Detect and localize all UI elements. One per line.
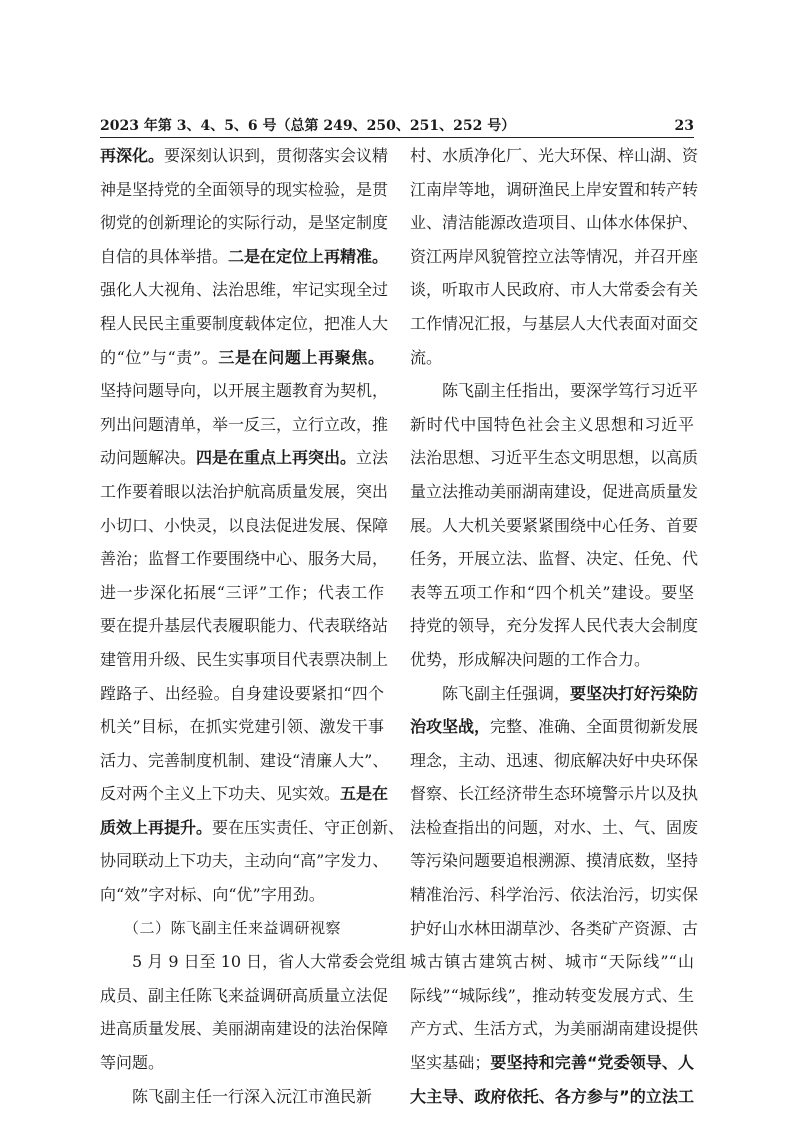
- text-run: 向“效”字对标、向“优”字用劲。: [100, 885, 325, 905]
- text-run: 优势，形成解决问题的工作合力。: [410, 649, 651, 669]
- text-line: [100, 811, 405, 845]
- text-line: [410, 475, 699, 509]
- text-line: [410, 341, 694, 375]
- text-line: [410, 811, 699, 845]
- text-run: 城古镇古建筑古树、城市“天际线”“山: [410, 952, 694, 972]
- text-line: [100, 307, 389, 341]
- text-line: [100, 777, 389, 811]
- text-run: 展。人大机关要紧紧围绕中心任务、首要: [410, 515, 699, 535]
- text-run: 自信的具体举措。: [100, 246, 229, 266]
- text-run: 活力、完善制度机制、建设“清廉人大”、: [100, 750, 389, 770]
- text-line: [100, 206, 389, 240]
- text-line: [410, 542, 699, 576]
- text-run: 机关”目标，在抓实党建引领、激发干事: [100, 717, 384, 737]
- text-run: 程人民民主重要制度载体定位，把准人大: [100, 313, 389, 333]
- bold-phrase: 四是在重点上再突出。: [196, 448, 357, 468]
- text-line: [100, 1046, 384, 1080]
- right-column: [410, 139, 699, 1113]
- text-line: [100, 576, 384, 610]
- text-run: 坚持问题导向，以开展主题教育为契机，: [100, 381, 389, 401]
- text-line: [100, 341, 384, 375]
- text-run: 坚实基础；: [410, 1053, 491, 1073]
- text-line: [410, 408, 694, 442]
- text-run: 蹚路子、出经验。自身建设要紧扣“四个: [100, 683, 384, 703]
- text-run: 反对两个主义上下功夫、见实效。: [100, 784, 341, 804]
- text-line: [410, 979, 694, 1013]
- bold-phrase: 要坚决打好污染防: [570, 683, 699, 703]
- text-run: 要在压实责任、守正创新、: [212, 817, 405, 837]
- text-run: 彻党的创新理论的实际行动，是坚定制度: [100, 213, 389, 233]
- text-run: 的“位”与“责”。: [100, 347, 219, 367]
- text-run: 动问题解决。: [100, 448, 197, 468]
- text-line: [100, 408, 389, 442]
- text-run: 列出问题清单，举一反三，立行立改，推: [100, 414, 389, 434]
- bold-phrase: 治攻坚战，: [410, 717, 491, 737]
- text-run: 5 月 9 日至 10 日，省人大常委会党组: [132, 952, 407, 972]
- text-line: [100, 542, 389, 576]
- text-run: 工作情况汇报，与基层人大代表面对面交: [410, 313, 699, 333]
- text-line: [410, 173, 699, 207]
- text-run: 表等五项工作和“四个机关”建设。要坚: [410, 582, 694, 602]
- section-heading: [100, 912, 384, 946]
- text-line: [100, 643, 389, 677]
- text-run: 持党的领导，充分发挥人民代表大会制度: [410, 616, 699, 636]
- text-run: 任务，开展立法、监督、决定、任免、代: [410, 549, 699, 569]
- text-line: [100, 744, 389, 778]
- running-header: [100, 117, 694, 137]
- text-run: 陈飞副主任指出，要深学笃行习近平: [442, 381, 699, 401]
- text-run: 陈飞副主任强调，: [442, 683, 571, 703]
- text-run: 小切口、小快灵，以良法促进发展、保障: [100, 515, 389, 535]
- bold-phrase: 要坚持和完善“党委领导、人: [490, 1053, 694, 1073]
- text-run: 成员、副主任陈飞来益调研高质量立法促: [100, 985, 389, 1005]
- text-run: 强化人大视角、法治思维，牢记实现全过: [100, 280, 389, 300]
- text-run: 要深刻认识到，贯彻落实会议精: [164, 146, 389, 165]
- text-line: [410, 777, 699, 811]
- text-line: [410, 710, 699, 744]
- bold-phrase: 三是在问题上再聚焦。: [218, 347, 384, 367]
- text-run: 法检查指出的问题，对水、土、气、固废: [410, 817, 699, 837]
- text-run: 际线”“城际线”，推动转变发展方式、生: [410, 985, 694, 1005]
- text-line: [100, 609, 389, 643]
- text-line: [410, 878, 699, 912]
- text-line: [410, 576, 694, 610]
- text-run: 等污染问题要追根溯源、摸清底数，坚持: [410, 851, 699, 871]
- text-line: [410, 139, 699, 173]
- text-run: 谈，听取市人民政府、市人大常委会有关: [410, 280, 699, 300]
- text-line: [410, 1080, 694, 1114]
- text-run: 精准治污、科学治污、依法治污，切实保: [410, 885, 699, 905]
- text-run: 江南岸等地，调研渔民上岸安置和转产转: [410, 179, 699, 199]
- page-number: 23: [674, 118, 694, 134]
- text-run: 督察、长江经济带生态环境警示片以及执: [410, 784, 699, 804]
- header-rule: [100, 137, 694, 138]
- text-run: 完整、准确、全面贯彻新发展: [490, 717, 699, 737]
- text-run: 协同联动上下功夫，主动向“高”字发力、: [100, 851, 389, 871]
- text-run: 新时代中国特色社会主义思想和习近平: [410, 414, 694, 434]
- text-line: [410, 307, 699, 341]
- text-line: [100, 979, 389, 1013]
- text-run: 等问题。: [100, 1053, 165, 1073]
- text-run: 立法: [356, 448, 389, 468]
- text-line: [410, 1046, 694, 1080]
- text-line: [100, 173, 389, 207]
- text-run: 法治思想、习近平生态文明思想，以高质: [410, 448, 699, 468]
- text-line: [100, 945, 407, 979]
- text-run: 产方式、生活方式，为美丽湖南建设提供: [410, 1019, 699, 1039]
- text-line: [100, 273, 389, 307]
- text-run: 善治；监督工作要围绕中心、服务大局，: [100, 549, 389, 569]
- text-run: 陈飞副主任一行深入沅江市渔民新: [132, 1086, 373, 1106]
- text-run: 量立法推动美丽湖南建设，促进高质量发: [410, 481, 699, 501]
- text-line: [100, 1080, 384, 1114]
- text-line: [410, 844, 699, 878]
- text-line: [410, 945, 694, 979]
- text-run: 建管用升级、民生实事项目代表票决制上: [100, 649, 389, 669]
- text-line: [100, 240, 389, 274]
- text-run: 流。: [410, 347, 443, 367]
- text-line: [410, 206, 699, 240]
- text-line: [100, 441, 389, 475]
- text-line: [100, 509, 389, 543]
- text-line: [410, 912, 699, 946]
- bold-phrase: 二是在定位上再精准。: [228, 246, 389, 266]
- text-line: [410, 744, 699, 778]
- text-line: [410, 1012, 699, 1046]
- text-run: （二）陈飞副主任来益调研视察: [124, 918, 342, 937]
- text-line: [410, 509, 699, 543]
- bold-phrase: 大主导、政府依托、各方参与”的立法工: [410, 1086, 694, 1106]
- bold-phrase: 再深化。: [100, 146, 165, 165]
- text-run: 神是坚持党的全面领导的现实检验，是贯: [100, 179, 389, 199]
- text-line: [410, 441, 699, 475]
- text-run: 工作要着眼以法治护航高质量发展，突出: [100, 481, 389, 501]
- text-line: [100, 677, 384, 711]
- text-line: [410, 240, 699, 274]
- bold-phrase: 五是在: [340, 784, 389, 804]
- text-run: 进高质量发展、美丽湖南建设的法治保障: [100, 1019, 389, 1039]
- text-line: [100, 139, 389, 173]
- text-run: 要在提升基层代表履职能力、代表联络站: [100, 616, 389, 636]
- text-line: [100, 844, 389, 878]
- text-line: [100, 475, 389, 509]
- text-run: 资江两岸风貌管控立法等情况，并召开座: [410, 246, 699, 266]
- text-run: 理念，主动、迅速、彻底解决好中央环保: [410, 750, 699, 770]
- text-line: [100, 374, 389, 408]
- text-line: [100, 878, 384, 912]
- text-run: 进一步深化拓展“三评”工作；代表工作: [100, 582, 384, 602]
- left-column: [100, 139, 407, 1113]
- text-line: [410, 677, 699, 711]
- issue-info: 2023 年第 3、4、5、6 号（总第 249、250、251、252 号）: [100, 118, 516, 134]
- bold-phrase: 质效上再提升。: [100, 817, 213, 837]
- text-run: 护好山水林田湖草沙、各类矿产资源、古: [410, 918, 699, 938]
- text-line: [410, 609, 699, 643]
- text-line: [410, 273, 699, 307]
- text-run: 业、清洁能源改造项目、山体水体保护、: [410, 213, 699, 233]
- text-line: [410, 643, 694, 677]
- text-run: 村、水质净化厂、光大环保、梓山湖、资: [410, 146, 699, 165]
- text-line: [100, 710, 384, 744]
- text-line: [100, 1012, 389, 1046]
- text-line: [410, 374, 699, 408]
